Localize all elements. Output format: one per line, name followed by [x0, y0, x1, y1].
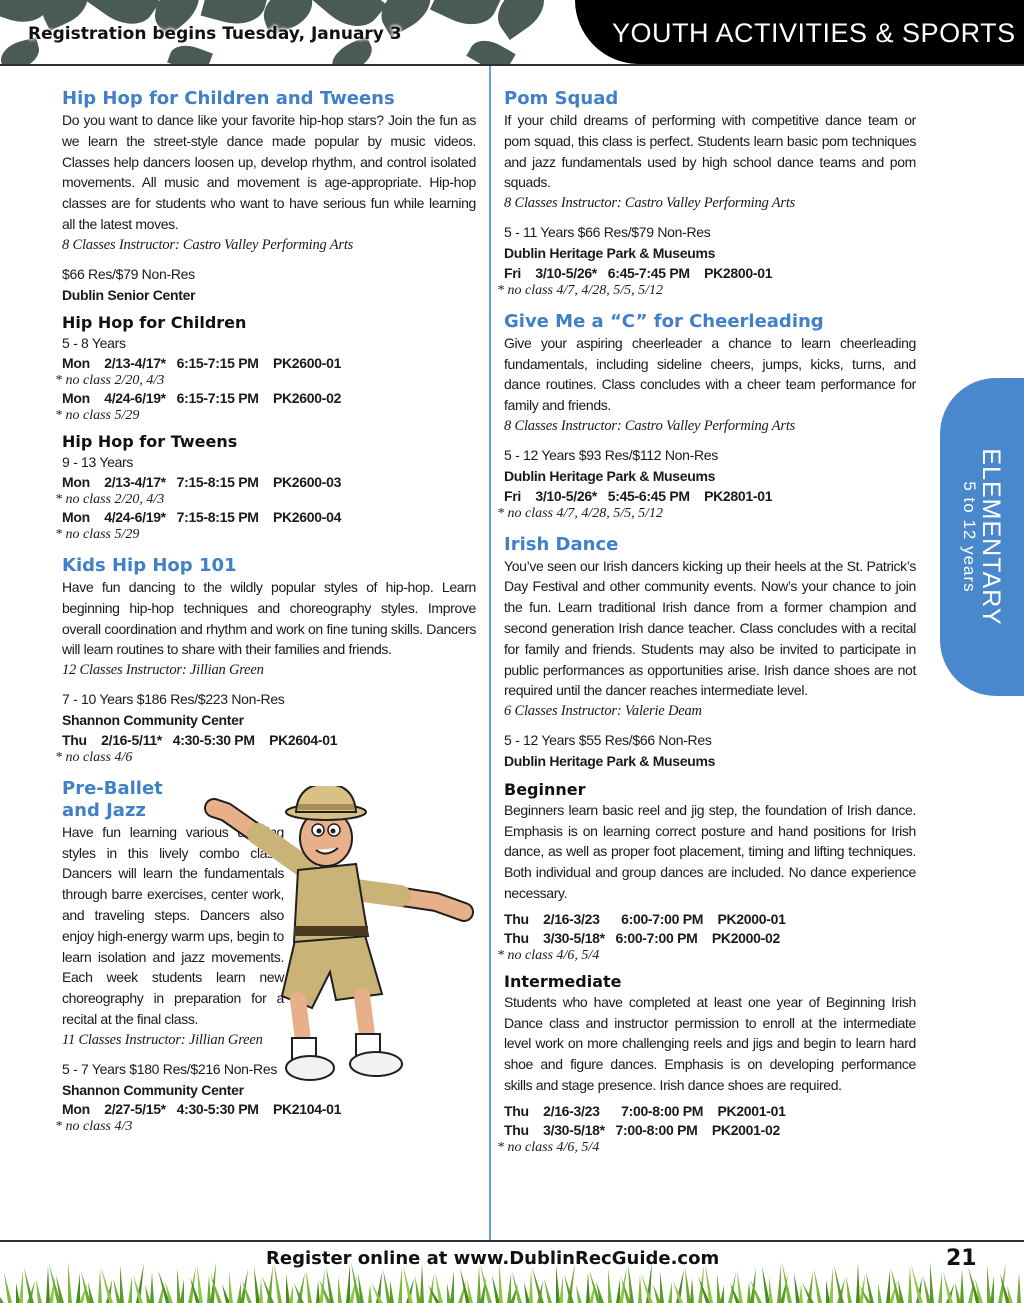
kids-hiphop-title: Kids Hip Hop 101 — [62, 554, 237, 576]
hiphop-tweens-ages: 9 - 13 Years — [62, 454, 134, 471]
dancing-explorer-illustration — [186, 786, 482, 1096]
irish-dance-fee: 5 - 12 Years $55 Res/$66 Non-Res — [504, 732, 712, 749]
irish-intermediate-title: Intermediate — [504, 971, 622, 991]
session-line: Mon 2/13-4/17* 6:15-7:15 PM PK2600-01 — [62, 355, 342, 372]
pre-ballet-title: Pre-Ballet — [62, 777, 163, 799]
hiphop-meta: 8 Classes Instructor: Castro Valley Performing Arts — [62, 236, 354, 253]
cheer-meta: 8 Classes Instructor: Castro Valley Performing Arts — [504, 417, 796, 434]
irish-dance-location: Dublin Heritage Park & Museums — [504, 752, 716, 769]
pre-ballet-meta: 11 Classes Instructor: Jillian Green — [62, 1031, 263, 1048]
page-number: 21 — [946, 1246, 977, 1271]
irish-beginner-description: Beginners learn basic reel and jig step, the foundation of Irish dance. Emphasis is on learning correct posture and hand positions for Irish dance, as well as proper foot placement, timing and lifting techniques. Both individual and group dances are included. No dance experience necessary. — [504, 801, 916, 901]
pre-ballet-location: Shannon Community Center — [62, 1081, 244, 1098]
kids-hiphop-fee: 7 - 10 Years $186 Res/$223 Non-Res — [62, 691, 285, 708]
leaf-decoration — [488, 0, 554, 40]
footer-rule — [0, 1240, 1024, 1242]
hiphop-description: Do you want to dance like your favorite hip-hop stars? Join the fun as we learn the street-style dance made popular by music videos. Classes help dancers loosen up, develop rhythm, and control isolated movements. All music and movement is age-appropriate. Hip-hop classes are for students who want to have serious fun while learning all the latest moves. — [62, 112, 476, 232]
irish-intermediate-description: Students who have completed at least one year of Beginning Irish Dance class and instructor permission to enroll at the intermediate level work on more challenging reels and jigs and begin to learn hard shoe and figure dances. Emphasis is on developing performance skills and stage presence. Irish dance shoes are required. — [504, 993, 916, 1093]
kids-hiphop-location: Shannon Community Center — [62, 711, 244, 728]
session-note: * no class 4/7, 4/28, 5/5, 5/12 — [497, 505, 664, 521]
registration-banner: Registration begins Tuesday, January 3 — [28, 24, 402, 44]
register-online-link[interactable]: Register online at www.DublinRecGuide.com — [266, 1248, 720, 1269]
session-note: * no class 5/29 — [55, 408, 140, 424]
pom-squad-description: If your child dreams of performing with competitive dance team or pom squad, this class is perfect. Students learn basic pom techniques and jazz fundamentals used by high school dance teams and pom squads. — [504, 112, 916, 191]
cheer-location: Dublin Heritage Park & Museums — [504, 467, 716, 484]
session-note: * no class 4/7, 4/28, 5/5, 5/12 — [497, 282, 664, 298]
session-note: * no class 2/20, 4/3 — [55, 491, 165, 507]
cheer-fee: 5 - 12 Years $93 Res/$112 Non-Res — [504, 446, 718, 463]
page-footer — [0, 1240, 1024, 1303]
leaf-decoration — [430, 0, 502, 35]
hiphop-fee: $66 Res/$79 Non-Res — [62, 265, 195, 282]
session-line: Thu 2/16-3/23 6:00-7:00 PM PK2000-01 — [504, 910, 786, 927]
session-line: Thu 3/30-5/18* 6:00-7:00 PM PK2000-02 — [504, 929, 780, 946]
session-line: Thu 2/16-5/11* 4:30-5:30 PM PK2604-01 — [62, 731, 338, 748]
session-note: * no class 4/3 — [55, 1119, 133, 1135]
session-line: Fri 3/10-5/26* 5:45-6:45 PM PK2801-01 — [504, 487, 773, 504]
pre-ballet-title-line2: and Jazz — [62, 799, 146, 821]
session-note: * no class 2/20, 4/3 — [55, 373, 165, 389]
pre-ballet-fee: 5 - 7 Years $180 Res/$216 Non-Res — [62, 1060, 278, 1077]
pom-squad-location: Dublin Heritage Park & Museums — [504, 244, 716, 261]
session-line: Thu 3/30-5/18* 7:00-8:00 PM PK2001-02 — [504, 1121, 780, 1138]
kids-hiphop-description: Have fun dancing to the wildly popular styles of hip-hop. Learn beginning hip-hop techniques and choreography styles. Improve overall coordination and rhythm and work on fine tuning skills. Dancers will learn routines to share with their families and friends. — [62, 578, 476, 658]
session-line: Mon 4/24-6/19* 6:15-7:15 PM PK2600-02 — [62, 390, 342, 407]
right-column — [497, 88, 916, 1156]
hiphop-children-title: Hip Hop for Children — [62, 313, 247, 333]
session-line: Mon 4/24-6/19* 7:15-8:15 PM PK2600-04 — [62, 508, 342, 525]
hiphop-title: Hip Hop for Children and Tweens — [62, 88, 395, 109]
session-note: * no class 4/6, 5/4 — [497, 1139, 600, 1155]
session-line: Thu 2/16-3/23 7:00-8:00 PM PK2001-01 — [504, 1102, 786, 1119]
age-group-title: ELEMENTARY — [977, 448, 1005, 626]
session-note: * no class 4/6 — [55, 749, 133, 765]
session-note: * no class 4/6, 5/4 — [497, 947, 600, 963]
age-group-range: 5 to 12 years — [960, 481, 979, 593]
section-title: YOUTH ACTIVITIES & SPORTS — [612, 18, 1016, 48]
page-header — [0, 0, 1024, 66]
session-line: Mon 2/27-5/15* 4:30-5:30 PM PK2104-01 — [62, 1101, 342, 1118]
age-group-label — [960, 448, 1004, 625]
pre-ballet-description: Have fun learning various dancing styles in this lively combo class. Dancers will learn the fundamentals through barre exercises, center work, and traveling steps. Dancers also enjoy high-energy warm ups, begin to learn isolation and jazz movements. Each week students learn new choreography in preparation for a recital at the final class. — [62, 823, 284, 1027]
irish-beginner-title: Beginner — [504, 779, 586, 799]
pom-squad-fee: 5 - 11 Years $66 Res/$79 Non-Res — [504, 224, 711, 241]
column-divider — [489, 66, 491, 1240]
cheer-description: Give your aspiring cheerleader a chance to learn cheerleading fundamentals, including sideline cheers, jumps, kicks, turns, and dance routines. Class concludes with a cheer team performance for family and friends. — [504, 334, 916, 414]
pom-squad-title: Pom Squad — [504, 88, 619, 109]
cheer-title: Give Me a “C” for Cheerleading — [504, 310, 824, 332]
kids-hiphop-meta: 12 Classes Instructor: Jillian Green — [62, 662, 264, 679]
session-line: Mon 2/13-4/17* 7:15-8:15 PM PK2600-03 — [62, 473, 342, 490]
irish-dance-title: Irish Dance — [504, 533, 619, 555]
header-rule — [0, 64, 1024, 66]
hiphop-location: Dublin Senior Center — [62, 286, 196, 303]
irish-dance-description: You’ve seen our Irish dancers kicking up their heels at the St. Patrick’s Day Festival and other community events. Now’s your chance to join the fun. Learn traditional Irish dance from a former champion and second generation Irish dance teacher. Class concludes with a recital for family and friends. Students may also be invited to participate in public performances as opportunities arise. Irish dance shoes are not required until the dancer reaches intermediate level. — [504, 557, 916, 699]
pom-squad-meta: 8 Classes Instructor: Castro Valley Performing Arts — [504, 195, 796, 212]
irish-dance-meta: 6 Classes Instructor: Valerie Deam — [504, 703, 702, 720]
session-note: * no class 5/29 — [55, 526, 140, 542]
hiphop-tweens-title: Hip Hop for Tweens — [62, 432, 238, 452]
session-line: Fri 3/10-5/26* 6:45-7:45 PM PK2800-01 — [504, 264, 773, 281]
hiphop-children-ages: 5 - 8 Years — [62, 335, 126, 352]
